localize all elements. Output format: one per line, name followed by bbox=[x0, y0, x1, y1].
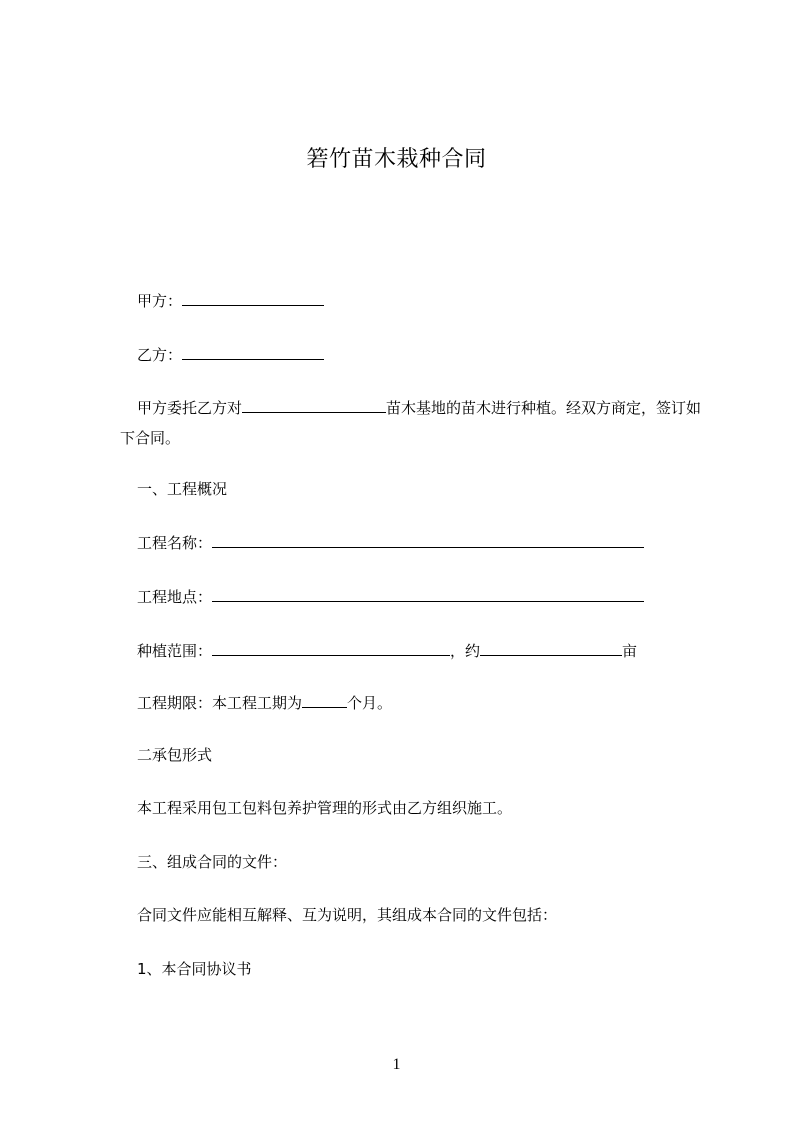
party-b-blank[interactable] bbox=[182, 344, 324, 360]
section1-heading: 一、工程概况 bbox=[137, 480, 228, 498]
party-b-label: 乙方： bbox=[137, 346, 183, 364]
intro-part1: 甲方委托乙方对 bbox=[137, 399, 243, 417]
document-title: 箬竹苗木栽种合同 bbox=[306, 147, 487, 172]
planting-scope-line bbox=[137, 640, 637, 661]
party-a-line bbox=[137, 290, 324, 311]
planting-area-unit: 亩 bbox=[622, 642, 638, 660]
page-number: 1 bbox=[392, 1056, 401, 1073]
party-a-label: 甲方： bbox=[137, 292, 183, 310]
intro-paragraph bbox=[120, 393, 704, 453]
section2-text: 本工程采用包工包料包养护管理的形式由乙方组织施工。 bbox=[137, 799, 513, 817]
period-label: 工程期限：本工程工期为 bbox=[137, 694, 303, 712]
planting-scope-about: ，约 bbox=[450, 642, 481, 660]
party-b-line bbox=[137, 344, 324, 365]
period-unit: 个月。 bbox=[347, 694, 393, 712]
planting-scope-label: 种植范围： bbox=[137, 642, 213, 660]
project-location-blank[interactable] bbox=[212, 586, 644, 602]
project-location-label: 工程地点： bbox=[137, 588, 213, 606]
list-item-1: 1、本合同协议书 bbox=[137, 960, 252, 978]
section3-text: 合同文件应能相互解释、互为说明，其组成本合同的文件包括： bbox=[137, 906, 558, 924]
planting-scope-blank[interactable] bbox=[212, 640, 450, 656]
project-location-line bbox=[137, 586, 644, 607]
project-name-label: 工程名称： bbox=[137, 534, 213, 552]
party-a-blank[interactable] bbox=[182, 290, 324, 306]
period-blank[interactable] bbox=[302, 692, 347, 708]
base-name-blank-1[interactable] bbox=[242, 397, 314, 413]
period-line bbox=[137, 692, 392, 713]
project-name-blank[interactable] bbox=[212, 532, 644, 548]
section3-heading: 三、组成合同的文件： bbox=[137, 853, 288, 871]
base-name-blank-2[interactable] bbox=[314, 397, 386, 413]
planting-area-blank[interactable] bbox=[480, 640, 622, 656]
section2-heading: 二承包形式 bbox=[137, 746, 213, 764]
project-name-line bbox=[137, 532, 644, 553]
intro-part2: 苗木基地的苗木进行种植。经双方商定，签订如下合同。 bbox=[120, 399, 702, 447]
